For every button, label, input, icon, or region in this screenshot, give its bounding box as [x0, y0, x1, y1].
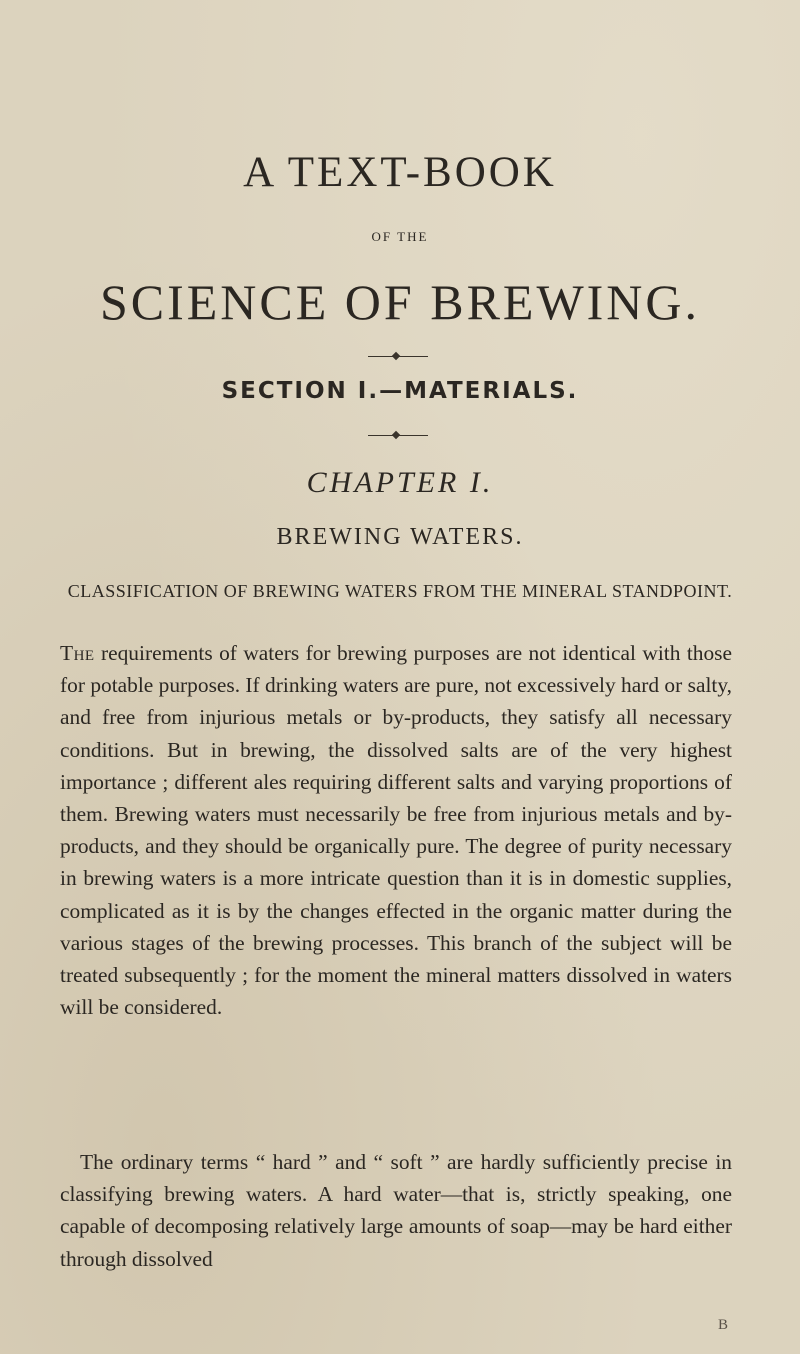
body-paragraph-2: [60, 1146, 732, 1275]
diamond-ornament-icon: [392, 352, 400, 360]
section-heading: SECTION I.—MATERIALS.: [221, 378, 579, 404]
diamond-ornament-icon: [392, 431, 400, 439]
body-paragraph-1: [60, 637, 732, 1023]
subsection-heading: CLASSIFICATION OF BREWING WATERS FROM THE MINERAL STANDPOINT.: [67, 581, 733, 601]
signature-mark: B: [718, 1317, 729, 1333]
paragraph-1-text: requirements of waters for brewing purposes are not identical with those for potable purposes. If drinking waters are pure, not excessively hard or salty, and free from injurious metals or by-products, they satisfy all necessary conditions. But in brewing, the dissolved salts are of the very highest importance ; different ales requiring different salts and varying proportions of them. Brewing waters must necessarily be free from injurious metals and by-products, and they should be organically pure. The degree of purity necessary in brewing waters is a more intricate question than it is in domestic supplies, complicated as it is by the changes effected in the organic matter during the various stages of the brewing processes. This branch of the subject will be treated subsequently ; for the moment the mineral matters dissolved in waters will be considered.: [60, 641, 732, 1020]
book-title-line-2: SCIENCE OF BREWING.: [99, 274, 701, 330]
chapter-title: BREWING WATERS.: [276, 524, 524, 550]
book-title-line-1: A TEXT-BOOK: [243, 149, 557, 196]
ornamental-rule-bottom: [368, 435, 428, 436]
paragraph-2-text: The ordinary terms “ hard ” and “ soft ” are hardly sufficiently precise in classifying brewing waters. A hard water—that is, strictly speaking, one capable of decomposing relatively large amounts of soap—may be hard either through dissolved: [60, 1150, 732, 1271]
book-title-of: OF THE: [371, 229, 429, 244]
paragraph-lead-word: The: [60, 641, 95, 665]
ornamental-rule-top: [368, 356, 428, 357]
chapter-heading: CHAPTER I.: [306, 466, 494, 499]
